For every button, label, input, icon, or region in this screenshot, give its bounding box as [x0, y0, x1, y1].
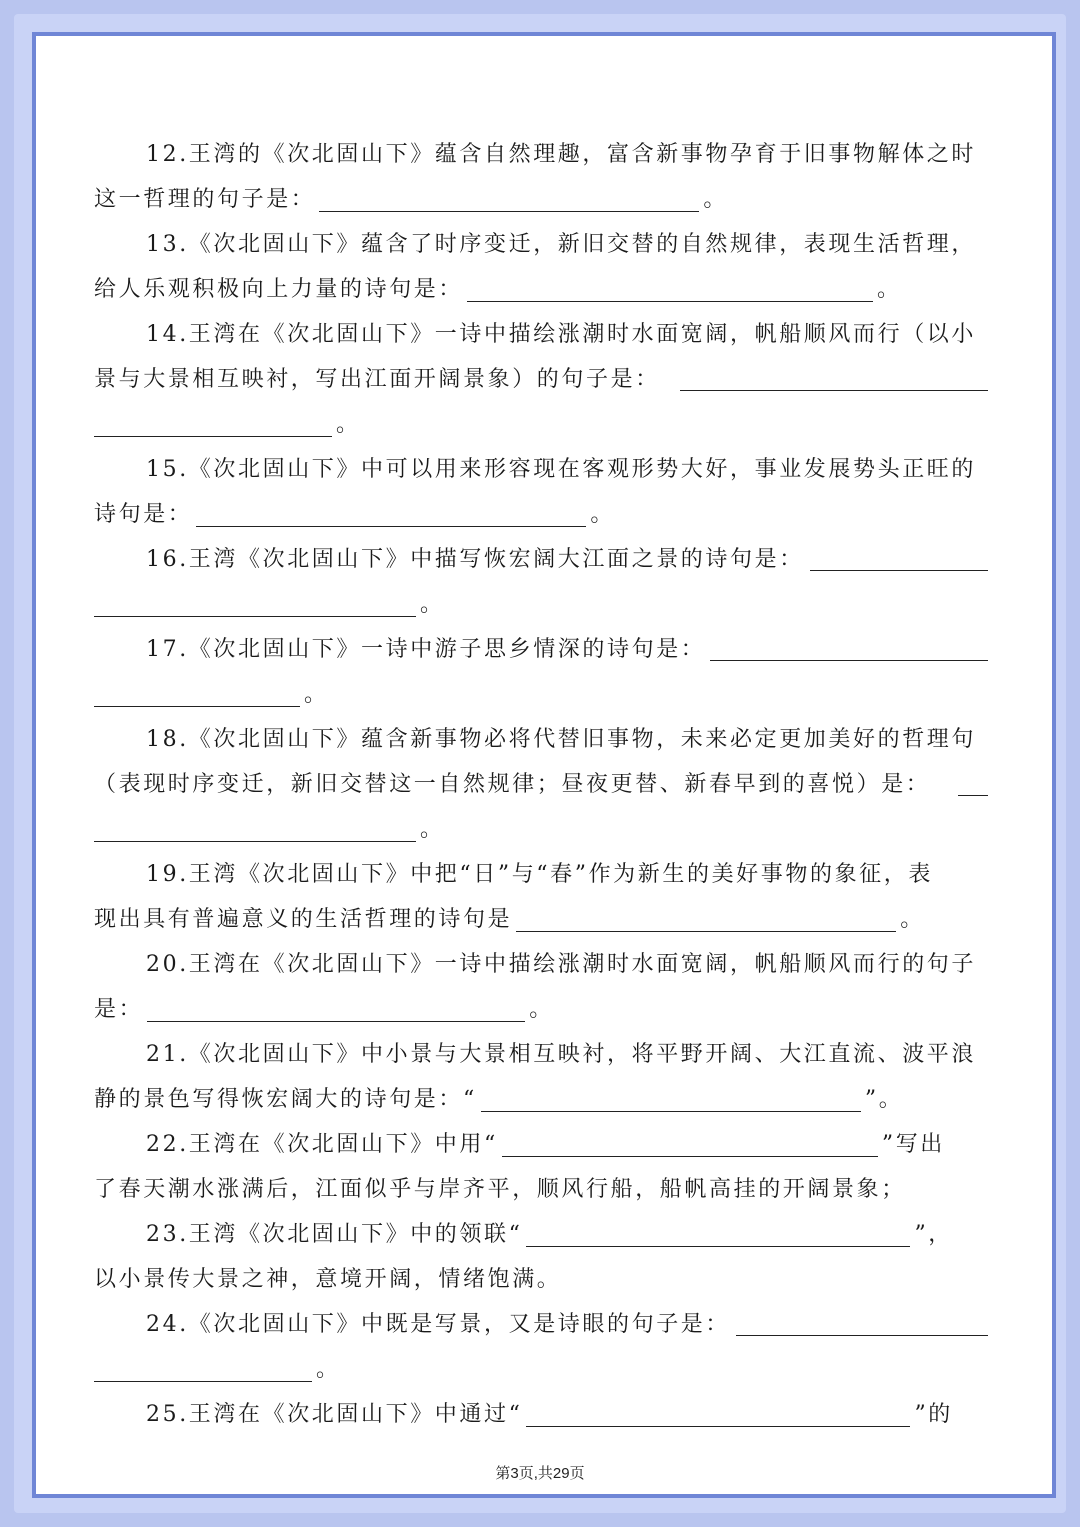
- question-12-line-2: 这一哲理的句子是： 。: [94, 187, 729, 212]
- answer-blank[interactable]: [736, 1334, 988, 1336]
- answer-blank[interactable]: [319, 187, 699, 212]
- answer-blank[interactable]: [481, 1087, 861, 1112]
- question-23-line-2: 以小景传大景之神，意境开阔，情绪饱满。: [94, 1267, 562, 1292]
- question-19-line-1: 19.王湾《次北固山下》中把“日”与“春”作为新生的美好事物的象征，表: [146, 862, 933, 887]
- question-12-line-1: 12.王湾的《次北固山下》蕴含自然理趣，富含新事物孕育于旧事物解体之时: [146, 142, 976, 167]
- answer-blank[interactable]: [467, 277, 873, 302]
- question-14-line-1: 14.王湾在《次北固山下》一诗中描绘涨潮时水面宽阔，帆船顺风而行（以小: [146, 322, 976, 347]
- question-14-line-3: 。: [94, 402, 988, 447]
- answer-blank[interactable]: [147, 997, 525, 1022]
- question-17-line-2: 。: [94, 672, 988, 717]
- answer-blank[interactable]: [958, 794, 988, 796]
- question-18-line-3: 。: [94, 807, 988, 852]
- question-16-line-1: 16.王湾《次北固山下》中描写恢宏阔大江面之景的诗句是：: [94, 537, 988, 582]
- question-25-line-1: 25.王湾在《次北固山下》中通过“ ”的: [146, 1402, 953, 1427]
- answer-blank[interactable]: [94, 1357, 312, 1382]
- answer-blank[interactable]: [502, 1132, 878, 1157]
- question-18-line-1: 18.《次北固山下》蕴含新事物必将代替旧事物，未来必定更加美好的哲理句: [146, 727, 976, 752]
- question-list: [94, 132, 988, 1437]
- answer-blank[interactable]: [94, 412, 332, 437]
- question-20-line-1: 20.王湾在《次北固山下》一诗中描绘涨潮时水面宽阔，帆船顺风而行的句子: [146, 952, 976, 977]
- question-17-line-1: 17.《次北固山下》一诗中游子思乡情深的诗句是：: [94, 627, 988, 672]
- question-19-line-2: 现出具有普遍意义的生活哲理的诗句是 。: [94, 907, 925, 932]
- answer-blank[interactable]: [94, 817, 416, 842]
- question-22-line-2: 了春天潮水涨满后，江面似乎与岸齐平，顺风行船，船帆高挂的开阔景象；: [94, 1177, 906, 1202]
- question-13-line-2: 给人乐观积极向上力量的诗句是： 。: [94, 277, 902, 302]
- answer-blank[interactable]: [94, 682, 300, 707]
- question-21-line-2: 静的景色写得恢宏阔大的诗句是：“ ”。: [94, 1087, 904, 1112]
- question-18-line-2: （表现时序变迁，新旧交替这一自然规律；昼夜更替、新春早到的喜悦）是：: [94, 762, 988, 807]
- worksheet-page: [32, 32, 1056, 1498]
- question-14-line-2: 景与大景相互映衬，写出江面开阔景象）的句子是：: [94, 357, 988, 402]
- question-15-line-1: 15.《次北固山下》中可以用来形容现在客观形势大好，事业发展势头正旺的: [146, 457, 976, 482]
- question-20-line-2: 是： 。: [94, 997, 554, 1022]
- question-24-line-2: 。: [94, 1347, 988, 1392]
- question-15-line-2: 诗句是： 。: [94, 502, 616, 527]
- question-22-line-1: 22.王湾在《次北固山下》中用“ ”写出: [146, 1132, 945, 1157]
- answer-blank[interactable]: [810, 569, 988, 571]
- question-24-line-1: 24.《次北固山下》中既是写景，又是诗眼的句子是：: [94, 1302, 988, 1347]
- answer-blank[interactable]: [196, 502, 586, 527]
- answer-blank[interactable]: [526, 1402, 910, 1427]
- answer-blank[interactable]: [680, 389, 988, 391]
- answer-blank[interactable]: [516, 907, 896, 932]
- question-16-line-2: 。: [94, 582, 988, 627]
- answer-blank[interactable]: [526, 1222, 910, 1247]
- question-21-line-1: 21.《次北固山下》中小景与大景相互映衬，将平野开阔、大江直流、波平浪: [146, 1042, 976, 1067]
- answer-blank[interactable]: [710, 659, 988, 661]
- question-13-line-1: 13.《次北固山下》蕴含了时序变迁，新旧交替的自然规律，表现生活哲理，: [146, 232, 976, 257]
- page-number: 第3页,共29页: [495, 1465, 585, 1482]
- answer-blank[interactable]: [94, 592, 416, 617]
- question-23-line-1: 23.王湾《次北固山下》中的领联“ ”，: [146, 1222, 953, 1247]
